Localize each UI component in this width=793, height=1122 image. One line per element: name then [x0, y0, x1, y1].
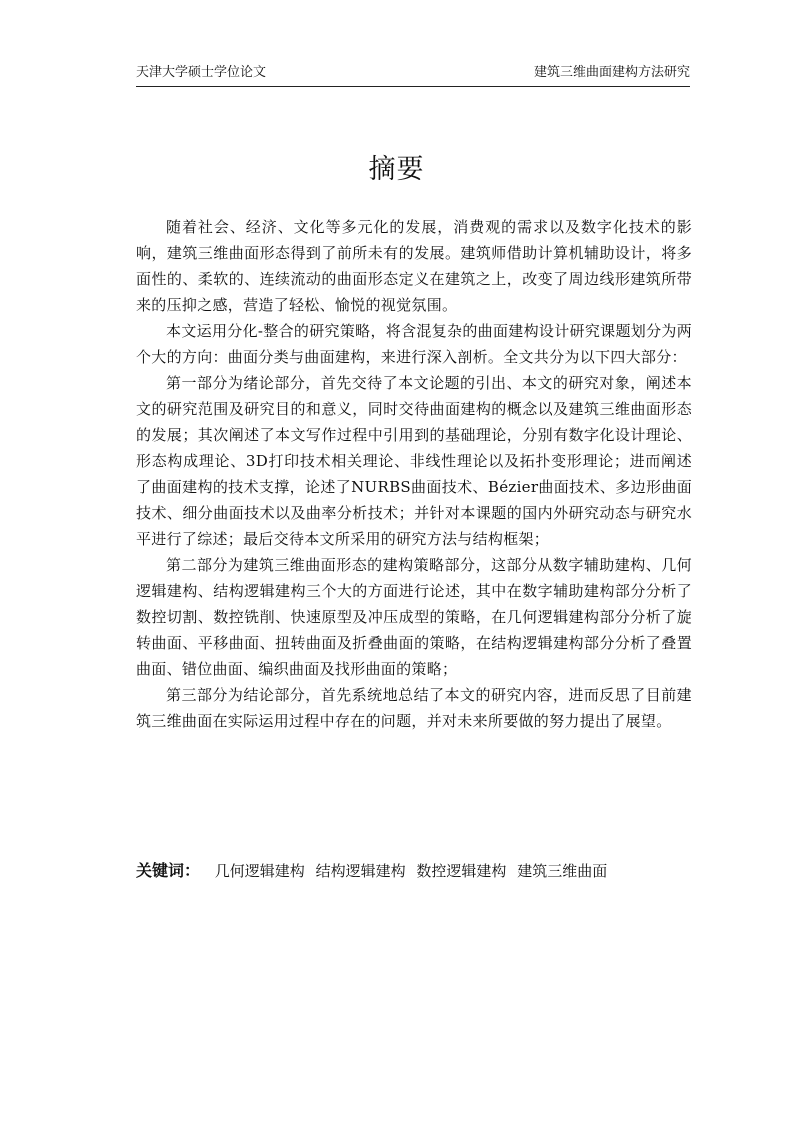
keyword-item: 几何逻辑建构: [214, 862, 305, 880]
abstract-paragraph-5: 第三部分为结论部分，首先系统地总结了本文的研究内容，进而反思了目前建筑三维曲面在实际运用过程中存在的问题，并对未来所要做的努力提出了展望。: [136, 686, 692, 730]
header-university: 天津大学硕士学位论文: [136, 65, 267, 80]
abstract-paragraph-4: 第二部分为建筑三维曲面形态的建构策略部分，这部分从数字辅助建构、几何逻辑建构、结构逻辑建构三个大的方面进行论述，其中在数字辅助建构部分分析了数控切割、数控铣削、快速原型及冲压成型的策略，在几何逻辑建构部分分析了旋转曲面、平移曲面、扭转曲面及折叠曲面的策略，在结构逻辑建构部分分析了叠置曲面、错位曲面、编织曲面及找形曲面的策略；: [136, 556, 692, 678]
keyword-item: 数控逻辑建构: [416, 862, 507, 880]
header-thesis-title: 建筑三维曲面建构方法研究: [533, 65, 690, 80]
abstract-paragraph-3: 第一部分为绪论部分，首先交待了本文论题的引出、本文的研究对象，阐述本文的研究范围及研究目的和意义，同时交待曲面建构的概念以及建筑三维曲面形态的发展；其次阐述了本文写作过程中引用到的基础理论，分别有数字化设计理论、形态构成理论、3D打印技术相关理论、非线性理论以及拓扑变形理论；进而阐述了曲面建构的技术支撑，论述了NURBS曲面技术、Bézier曲面技术、多边形曲面技术、细分曲面技术以及曲率分析技术；并针对本课题的国内外研究动态与研究水平进行了综述；最后交待本文所采用的研究方法与结构框架；: [136, 374, 692, 548]
abstract-title: 摘要: [368, 154, 425, 185]
keyword-item: 建筑三维曲面: [517, 862, 608, 880]
abstract-body: [136, 214, 692, 734]
keywords-label: 关键词：: [136, 861, 201, 880]
abstract-paragraph-1: 随着社会、经济、文化等多元化的发展，消费观的需求以及数字化技术的影响，建筑三维曲面形态得到了前所未有的发展。建筑师借助计算机辅助设计，将多面性的、柔软的、连续流动的曲面形态定义在建筑之上，改变了周边线形建筑所带来的压抑之感，营造了轻松、愉悦的视觉氛围。: [136, 218, 692, 314]
abstract-paragraph-2: 本文运用分化-整合的研究策略，将含混复杂的曲面建构设计研究课题划分为两个大的方向：曲面分类与曲面建构，来进行深入剖析。全文共分为以下四大部分：: [136, 322, 692, 366]
page-header: [136, 64, 690, 87]
keywords-line: [136, 858, 692, 884]
keyword-item: 结构逻辑建构: [315, 862, 406, 880]
